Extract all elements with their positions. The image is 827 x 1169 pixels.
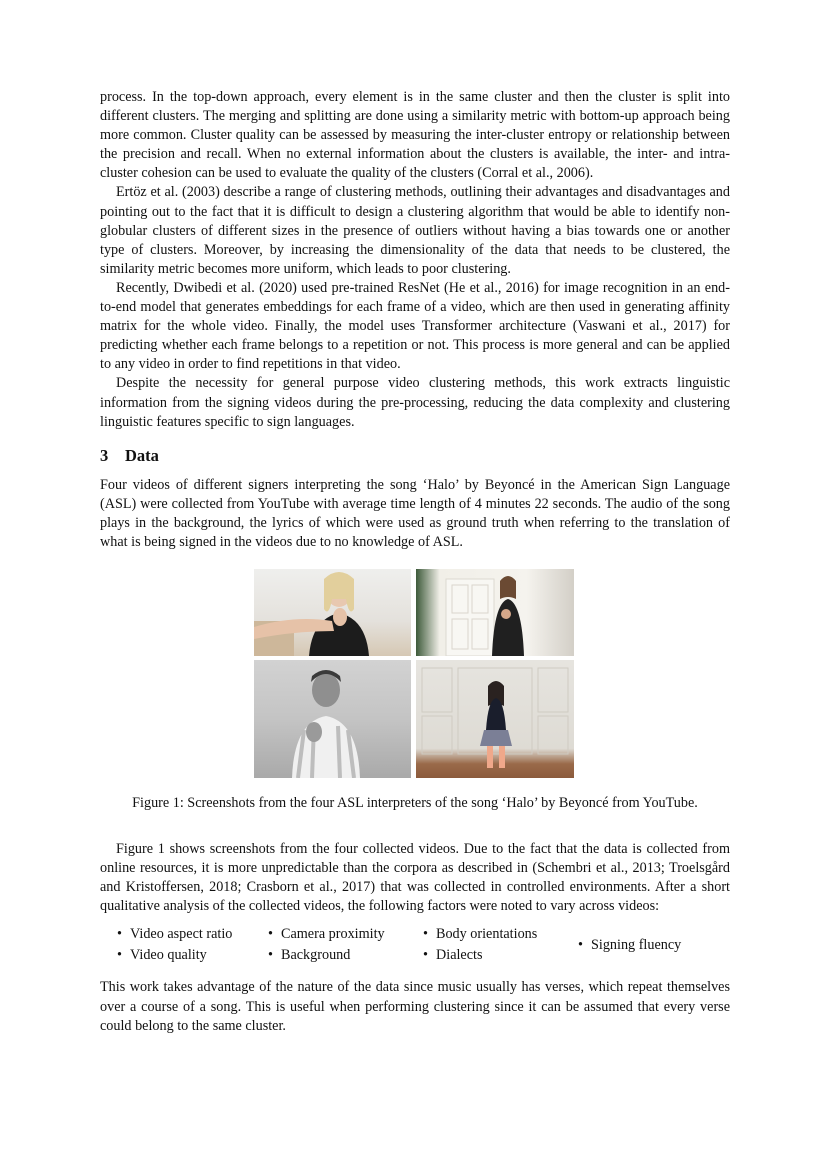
section-number: 3	[100, 445, 109, 465]
list-item: • Camera proximity	[268, 924, 423, 945]
figure-1	[100, 569, 730, 813]
list-item: • Video aspect ratio	[117, 924, 268, 945]
list-item: • Background	[268, 945, 423, 966]
factor-column-4	[578, 924, 681, 965]
paragraph-data: Four videos of different signers interpreting the song ‘Halo’ by Beyoncé in the American Sign Language (ASL) were collected from YouTube with average time length of 4 minutes 22 seconds. The audio of the song plays in the background, the lyrics of which were used as ground truth when referring to the translation of what is being signed in the videos due to no knowledge of ASL.	[100, 476, 730, 550]
factor-column-2	[268, 924, 423, 965]
paper-page	[100, 88, 730, 1036]
list-item: • Dialects	[423, 945, 578, 966]
paragraph-clustering-approach: process. In the top-down approach, every element is in the same cluster and then the cluster is split into different clusters. The merging and splitting are done using a similarity metric with bottom-up approach being more common. Cluster quality can be assessed by measuring the inter-cluster entropy or relationship between the precision and recall. When no external information about the clusters is available, the inter- and intra-cluster cohesion can be used to evaluate the quality of the clusters (Corral et al., 2006).	[100, 89, 730, 182]
paragraph-figure-description: Figure 1 shows screenshots from the four collected videos. Due to the fact that the data is collected from online resources, it is more unpredictable than the corpora as described in (Schembri et al., 2013; Troelsgård and Kristoffersen, 2018; Crasborn et al., 2017) that was collected in controlled environments. After a short qualitative analysis of the collected videos, the following factors were noted to vary across videos:	[100, 841, 730, 915]
paragraph-ertoz: Ertöz et al. (2003) describe a range of clustering methods, outlining their advantages and disadvantages and pointing out to the fact that it is difficult to design a clustering algorithm that would be able to identify non-globular clusters of different sizes in the presence of outliers without having a bias towards one or another type of clusters. Moreover, by increasing the dimensionality of the data that needs to be clustered, the similarity metric becomes more uniform, which leads to poor clustering.	[100, 184, 730, 277]
screenshot-signer-2	[416, 569, 574, 656]
factor-column-1	[117, 924, 268, 965]
signer-2-illustration	[416, 569, 574, 656]
paragraph-closing: This work takes advantage of the nature of the data since music usually has verses, which repeat themselves over a course of a song. This is useful when performing clustering since it can be assumed that every verse could belong to the same cluster.	[100, 979, 730, 1034]
factor-list	[117, 924, 730, 965]
section-heading	[100, 446, 730, 466]
screenshot-signer-1	[254, 569, 411, 656]
screenshot-signer-4	[416, 660, 574, 778]
section-title: Data	[125, 445, 159, 465]
list-item: • Signing fluency	[578, 935, 681, 956]
screenshot-signer-3	[254, 660, 411, 778]
signer-4-illustration	[416, 660, 574, 778]
factor-column-3	[423, 924, 578, 965]
paragraph-necessity: Despite the necessity for general purpose video clustering methods, this work extracts linguistic information from the signing videos during the pre-processing, reducing the data complexity and clustering linguistic features specific to sign languages.	[100, 375, 730, 430]
figure-image-grid	[254, 569, 575, 779]
signer-1-illustration	[254, 569, 411, 656]
list-item: • Video quality	[117, 945, 268, 966]
signer-3-illustration	[254, 660, 411, 778]
paragraph-dwibedi: Recently, Dwibedi et al. (2020) used pre-trained ResNet (He et al., 2016) for image recognition in an end-to-end model that generates embeddings for each frame of a video, which are then used in generating affinity matrix for the whole video. Finally, the model uses Transformer architecture (Vaswani et al., 2017) for predicting whether each frame belongs to a repetition or not. This process is more general and can be applied to any video in order to find repetitions in that video.	[100, 279, 730, 373]
list-item: • Body orientations	[423, 924, 578, 945]
figure-caption: Figure 1: Screenshots from the four ASL interpreters of the song ‘Halo’ by Beyoncé from YouTube.	[132, 795, 698, 812]
